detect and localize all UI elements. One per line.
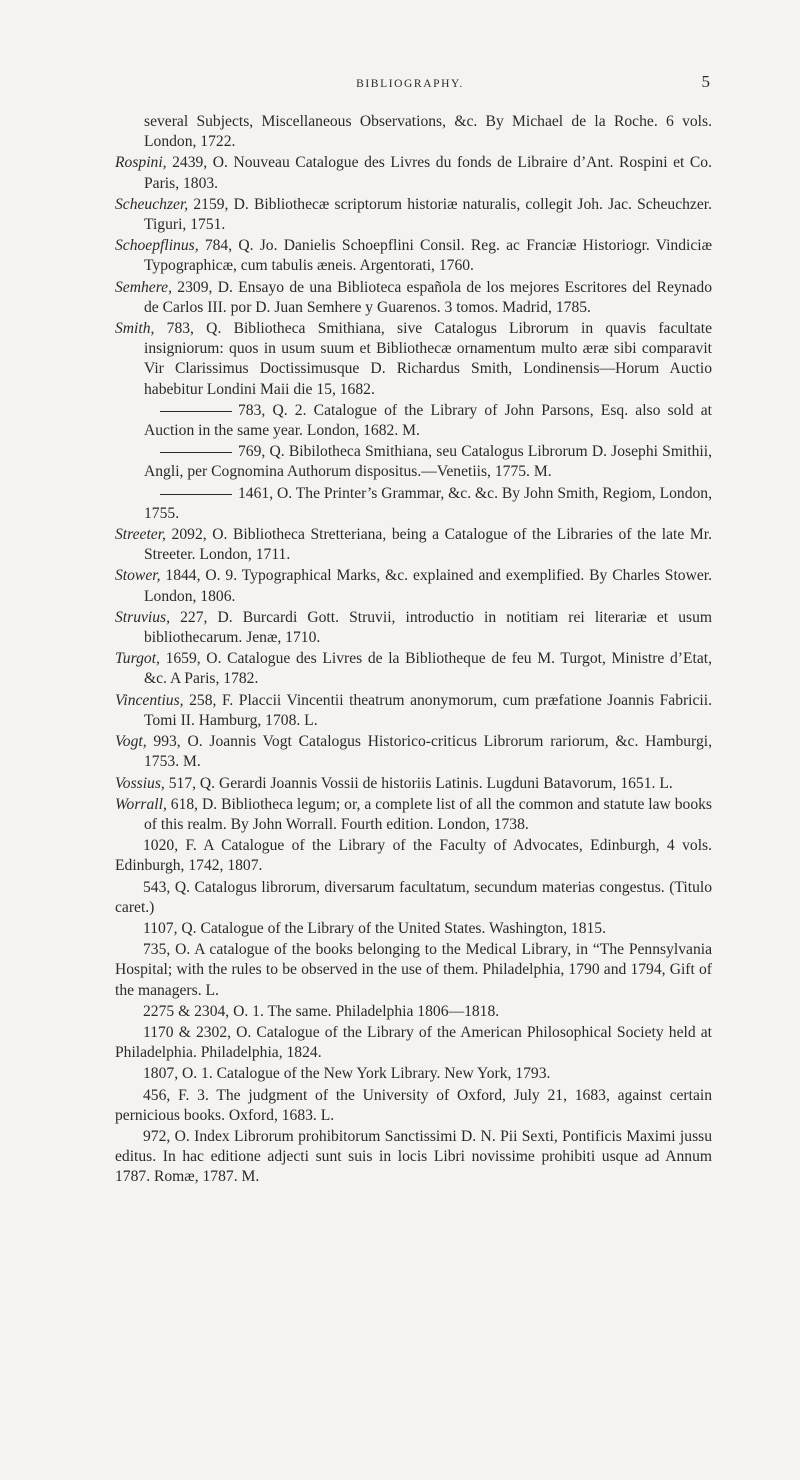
entry-text: 2159, D. Bibliothecæ scriptorum historiæ naturalis, collegit Joh. Jac. Scheuchzer. Tiguri, 1751.: [144, 195, 712, 234]
author-name: Worrall,: [115, 795, 167, 813]
author-name: Struvius,: [115, 608, 171, 626]
bibliography-entry: [115, 1002, 712, 1022]
author-name: Vincentius,: [115, 691, 184, 709]
bibliography-entry: [115, 278, 712, 318]
entry-text: 1107, Q. Catalogue of the Library of the United States. Washington, 1815.: [143, 919, 607, 937]
bibliography-entry: [115, 319, 712, 400]
entry-text: 1461, O. The Printer’s Grammar, &c. &c. By John Smith, Regiom, London, 1755.: [144, 484, 712, 522]
entry-text: 456, F. 3. The judgment of the University of Oxford, July 21, 1683, against certain pernicious books. Oxford, 1683. L.: [115, 1086, 712, 1124]
author-name: Rospini,: [115, 154, 167, 172]
bibliography-entry: [115, 940, 712, 1001]
entry-text: 735, O. A catalogue of the books belonging to the Medical Library, in “The Pennsylvania Hospital; with the rules to be observed in the use of them. Philadelphia, 1790 and 1794, Gift of the managers. L.: [115, 941, 712, 999]
bibliography-entry: [115, 236, 712, 276]
entry-text: 993, O. Joannis Vogt Catalogus Historico-criticus Librorum rariorum, &c. Hamburgi, 1753. M.: [144, 733, 712, 771]
author-name: Scheuchzer,: [115, 195, 189, 213]
ditto-rule: [160, 494, 232, 495]
bibliography-entry: [115, 836, 712, 876]
entry-text: 618, D. Bibliotheca legum; or, a complete list of all the common and statute law books of this realm. By John Worrall. Fourth edition. London, 1738.: [144, 795, 712, 833]
entry-text: 783, Q. Bibliotheca Smithiana, sive Catalogus Librorum in quavis facultate insigniorum: quos in usum suum et Bibliothecæ ornamentum multo æræ sibi comparavit Vir Clarissimus Doctissimusque D. Richardus Smith, Londinensis—Horum Auctio habebitur Londini Maii die 15, 1682.: [144, 320, 712, 398]
author-name: Streeter,: [115, 526, 166, 544]
author-name: Vogt,: [115, 733, 147, 751]
bibliography-entry: [115, 795, 712, 835]
ditto-rule: [160, 452, 232, 453]
entry-text: 2092, O. Bibliotheca Stretteriana, being a Catalogue of the Libraries of the late Mr. Streeter. London, 1711.: [144, 526, 712, 564]
bibliography-entry: [115, 1023, 712, 1063]
bibliography-entries: [115, 112, 712, 1189]
author-name: Smith,: [115, 320, 155, 338]
entry-text: 1659, O. Catalogue des Livres de la Bibliotheque de feu M. Turgot, Ministre d’Etat, &c. A Paris, 1782.: [144, 650, 712, 688]
bibliography-entry: [115, 878, 712, 918]
bibliography-entry: [115, 566, 712, 606]
entry-text: 543, Q. Catalogus librorum, diversarum facultatum, secundum materias congestus. (Titulo caret.): [115, 878, 712, 916]
author-name: Vossius,: [115, 774, 165, 792]
bibliography-entry: [115, 112, 712, 152]
entry-text: 1807, O. 1. Catalogue of the New York Library. New York, 1793.: [143, 1065, 551, 1083]
entry-text: 1844, O. 9. Typographical Marks, &c. explained and exemplified. By Charles Stower. London, 1806.: [144, 567, 712, 605]
page-header: [110, 72, 710, 96]
entry-text: 1020, F. A Catalogue of the Library of the Faculty of Advocates, Edinburgh, 4 vols. Edinburgh, 1742, 1807.: [115, 837, 712, 875]
bibliography-entry: [115, 401, 712, 441]
bibliography-entry: [115, 484, 712, 524]
bibliography-entry: [115, 525, 712, 565]
bibliography-entry: [115, 442, 712, 482]
entry-text: 258, F. Placcii Vincentii theatrum anonymorum, cum præfatione Joannis Fabricii. Tomi II. Hamburg, 1708. L.: [144, 691, 712, 729]
bibliography-entry: [115, 195, 712, 235]
bibliography-entry: [115, 1127, 712, 1188]
bibliography-entry: [115, 649, 712, 689]
author-name: Schoepflinus,: [115, 237, 199, 255]
entry-text: 784, Q. Jo. Danielis Schoepflini Consil. Reg. ac Franciæ Historiogr. Vindiciæ Typographicæ, cum tabulis æneis. Argentorati, 1760.: [144, 237, 712, 275]
bibliography-entry: [115, 153, 712, 193]
entry-text: 2439, O. Nouveau Catalogue des Livres du fonds de Libraire d’Ant. Rospini et Co. Paris, 1803.: [144, 154, 712, 192]
author-name: Turgot,: [115, 650, 160, 668]
entry-text: 769, Q. Bibilotheca Smithiana, seu Catalogus Librorum D. Josephi Smithii, Angli, per Cognomina Authorum dispositus.—Venetiis, 1775. M.: [144, 443, 712, 481]
entry-text: 2309, D. Ensayo de una Biblioteca española de los mejores Escritores del Reynado de Carlos III. por D. Juan Semhere y Guarenos. 3 tomos. Madrid, 1785.: [144, 278, 712, 316]
entry-text: 517, Q. Gerardi Joannis Vossii de historiis Latinis. Lugduni Batavorum, 1651. L.: [164, 774, 673, 792]
entry-text: 227, D. Burcardi Gott. Struvii, introductio in notitiam rei literariæ et usum bibliothecarum. Jenæ, 1710.: [144, 608, 712, 647]
author-name: Semhere,: [115, 278, 173, 296]
page-number: 5: [701, 72, 710, 91]
entry-text: 1170 & 2302, O. Catalogue of the Library of the American Philosophical Society held at Philadelphia. Philadelphia, 1824.: [115, 1023, 712, 1062]
bibliography-entry: [115, 774, 712, 794]
bibliography-entry: [115, 1064, 712, 1084]
bibliography-entry: [115, 919, 712, 939]
bibliography-entry: [115, 732, 712, 772]
bibliography-entry: [115, 691, 712, 731]
bibliography-entry: [115, 608, 712, 648]
entry-text: 2275 & 2304, O. 1. The same. Philadelphia 1806—1818.: [143, 1002, 500, 1020]
entry-text: several Subjects, Miscellaneous Observations, &c. By Michael de la Roche. 6 vols. London, 1722.: [144, 113, 712, 151]
ditto-rule: [160, 411, 232, 412]
running-head: BIBLIOGRAPHY.: [356, 78, 464, 90]
entry-text: 972, O. Index Librorum prohibitorum Sanctissimi D. N. Pii Sexti, Pontificis Maximi jussu editus. In hac editione adjecti sunt suis in locis Libri novissime prohibiti usque ad Annum 1787. Romæ, 1787. M.: [115, 1127, 712, 1186]
author-name: Stower,: [115, 567, 161, 585]
bibliography-entry: [115, 1086, 712, 1126]
entry-text: 783, Q. 2. Catalogue of the Library of John Parsons, Esq. also sold at Auction in the same year. London, 1682. M.: [144, 401, 712, 440]
